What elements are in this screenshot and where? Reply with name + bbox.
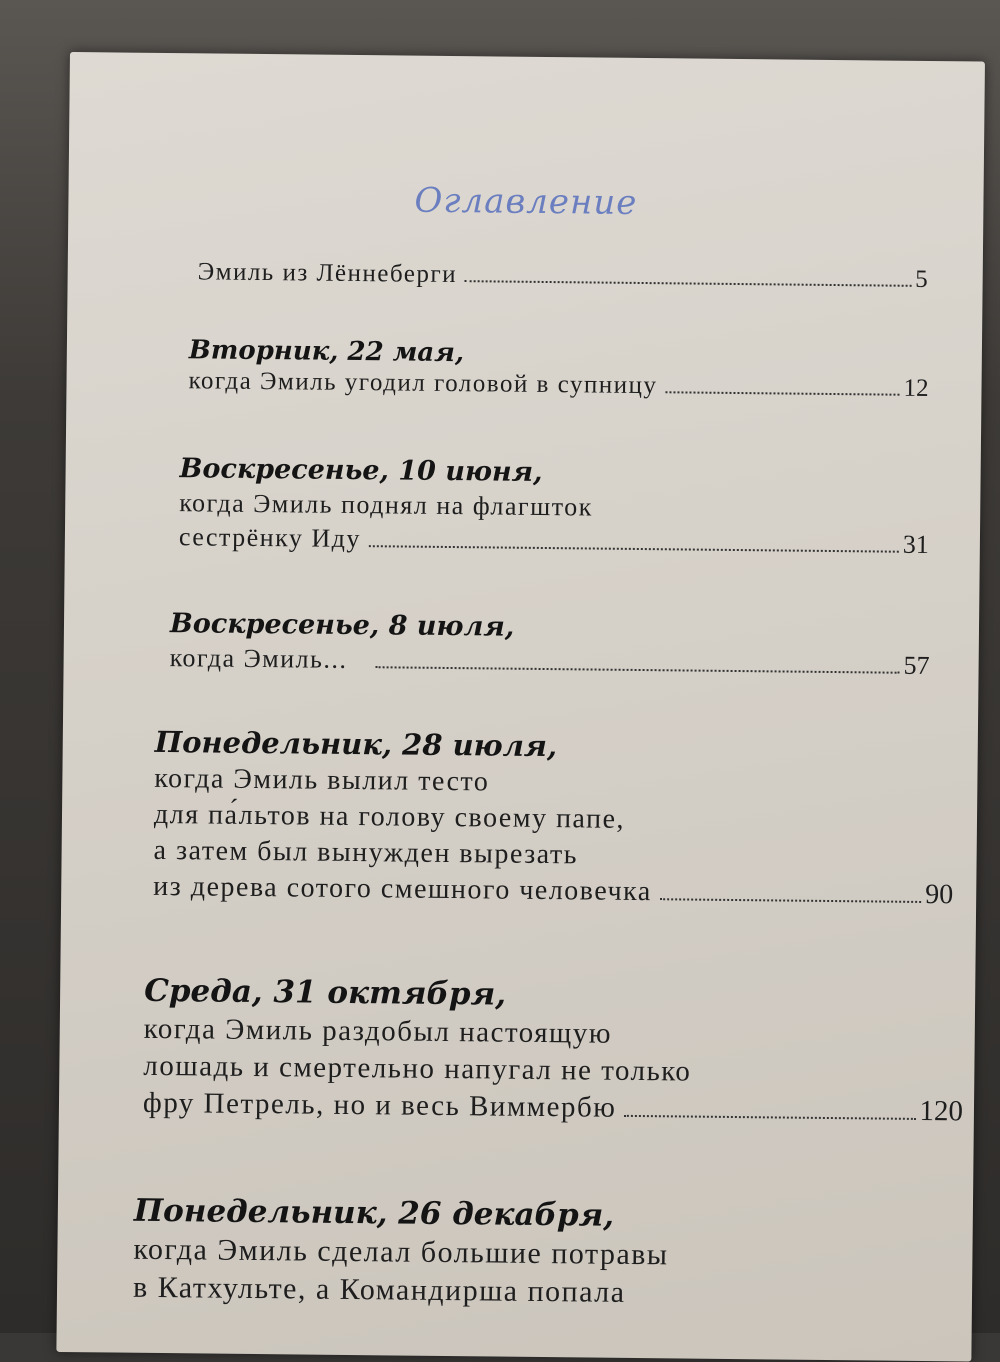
page-number: 5 xyxy=(915,265,928,293)
entry-date: Воскресенье, 8 июля, xyxy=(169,608,515,643)
entry-last-line xyxy=(153,871,953,911)
entry-last-line xyxy=(143,1087,963,1129)
entry-line: Эмиль из Лённеберги xyxy=(197,258,458,289)
toc-entry xyxy=(170,608,931,681)
entry-line: для па́льтов на голову своему папе, xyxy=(153,798,626,835)
page-number: 90 xyxy=(925,879,954,911)
entry-date: Среда, 31 октября, xyxy=(143,972,507,1013)
toc-entry xyxy=(198,258,928,294)
entry-last-line xyxy=(198,258,928,294)
page-number: 31 xyxy=(902,529,930,560)
toc-entry xyxy=(188,335,929,403)
entry-line: когда Эмиль вылил тесто xyxy=(154,762,490,798)
entry-date: Понедельник, 26 декабря, xyxy=(133,1192,615,1234)
entry-line: в Катхульте, а Командирша попала xyxy=(132,1270,626,1309)
entry-line: когда Эмиль раздобыл настоящую xyxy=(143,1012,613,1050)
entry-line: а затем был вынужден вырезать xyxy=(153,834,579,871)
leader-dots xyxy=(665,391,899,395)
leader-dots xyxy=(624,1115,915,1120)
toc-entry xyxy=(153,725,955,911)
entry-date: Вторник, 22 мая, xyxy=(188,335,465,369)
entry-line: из дерева сотого смешного человечка xyxy=(153,870,652,908)
toc-entry xyxy=(179,453,930,560)
entry-last-line xyxy=(170,643,930,681)
leader-dots xyxy=(660,898,921,903)
toc-entry xyxy=(143,973,964,1129)
leader-dots xyxy=(369,545,899,553)
entry-line: когда Эмиль угодил головой в супницу xyxy=(188,367,658,400)
entry-date: Понедельник, 28 июля, xyxy=(154,724,558,764)
page-number: 120 xyxy=(919,1094,964,1128)
page-number: 57 xyxy=(903,650,930,681)
entry-line: фру Петрель, но и весь Виммербю xyxy=(142,1086,617,1124)
book-page xyxy=(56,52,985,1362)
entry-line: когда Эмиль поднял на флагшток xyxy=(179,488,593,522)
toc-entry xyxy=(133,1193,964,1314)
leader-dots xyxy=(375,666,899,673)
entry-line: лошадь и смертельно напугал не только xyxy=(143,1049,692,1088)
page-number: 12 xyxy=(903,374,929,403)
entry-last-line xyxy=(179,522,929,560)
entry-last-line xyxy=(188,367,928,403)
toc-title: Оглавление xyxy=(414,180,638,223)
entry-line: сестрёнку Иду xyxy=(178,522,362,554)
entry-line: когда Эмиль сделал большие потравы xyxy=(133,1232,669,1272)
entry-line: когда Эмиль... xyxy=(169,643,348,674)
entry-date: Воскресенье, 10 июня, xyxy=(179,453,543,488)
leader-dots xyxy=(465,280,911,287)
